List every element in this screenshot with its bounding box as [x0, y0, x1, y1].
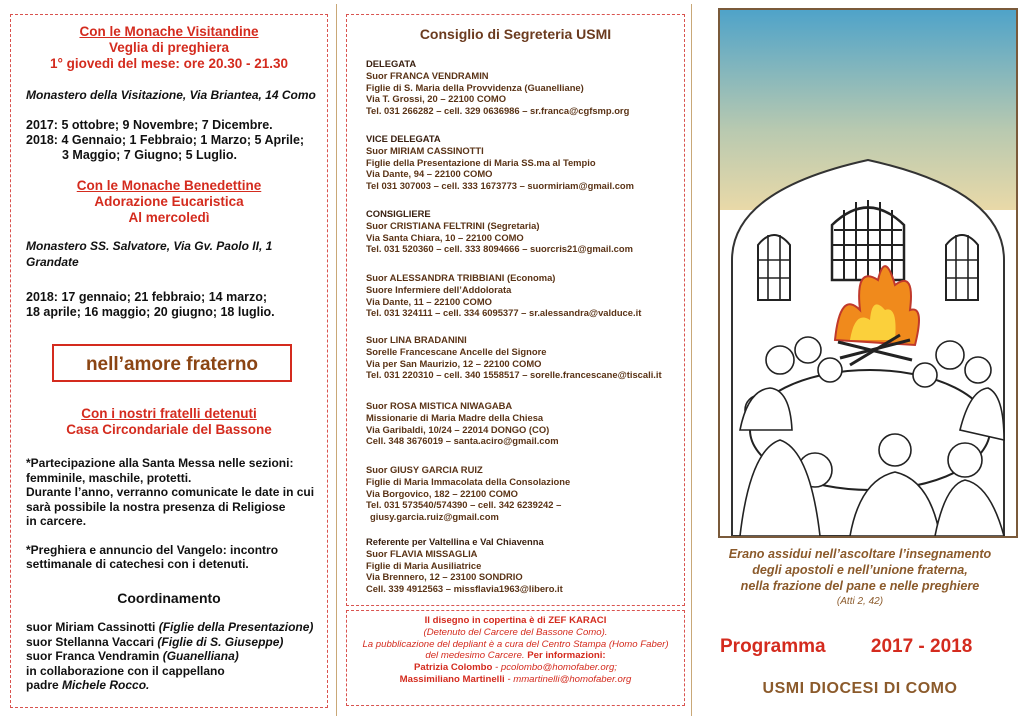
member-garcia-ruiz: Suor GIUSY GARCIA RUIZ Figlie di Maria Immacolata della Consolazione Via Borgovico, 182 – 22100 COMO Tel. 031 573540/574390 – cell. 342 6239242 – giusy.garcia.ruiz@gmail.com: [366, 464, 571, 523]
benedettine-header: [10, 178, 328, 226]
cover-illustration: [718, 8, 1018, 538]
panel-left: [10, 8, 328, 712]
credit-line: Il disegno in copertina è di ZEF KARACI: [424, 615, 607, 626]
panel-middle: [340, 8, 685, 712]
coord-item: padre Michele Rocco.: [26, 678, 150, 692]
detenuti-line: femminile, maschile, protetti.: [26, 470, 192, 485]
fold-line-1: [336, 4, 337, 716]
visitandine-header: [10, 24, 328, 72]
council-title: Consiglio di Segreteria USMI: [419, 26, 612, 42]
credits-box: [346, 610, 685, 706]
benedettine-title: Con le Monache Benedettine: [76, 178, 262, 193]
detenuti-line: sarà possibile la nostra presenza di Religiose: [26, 499, 286, 514]
fold-line-2: [691, 4, 692, 716]
visitandine-place: Monastero della Visitazione, Via Briantea, 14 Como: [26, 88, 316, 102]
program-label: Programma: [720, 636, 826, 657]
scripture-quote: [700, 546, 1020, 610]
detenuti-line: Durante l’anno, verranno comunicate le date in cui: [26, 485, 315, 499]
detenuti-title: Con i nostri fratelli detenuti: [81, 406, 257, 421]
credit-line: Massimiliano Martinelli - mmartinelli@homofaber.org: [399, 673, 632, 685]
benedettine-place-line2: Grandate: [26, 255, 79, 269]
fraternal-love-box: nell’amore fraterno: [52, 344, 292, 382]
coord-item: suor Franca Vendramin (Guanelliana): [26, 649, 239, 663]
visitandine-title: Con le Monache Visitandine: [79, 24, 259, 39]
coordinamento-title: Coordinamento: [117, 590, 221, 606]
member-niwagaba: Suor ROSA MISTICA NIWAGABA Missionarie di Maria Madre della Chiesa Via Garibaldi, 10/24 – 22014 DONGO (CO) Cell. 348 3676019 – santa.aciro@gmail.com: [366, 400, 559, 447]
member-consigliere: CONSIGLIERE Suor CRISTIANA FELTRINI (Segretaria) Via Santa Chiara, 10 – 22100 COMO Tel. 031 520360 – cell. 333 8094666 – suorcris21@gmail.com: [366, 208, 633, 255]
visitandine-dates-2018: 2018: 4 Gennaio; 1 Febbraio; 1 Marzo; 5 Aprile;: [26, 133, 305, 147]
visitandine-subtitle: Veglia di preghiera: [108, 40, 230, 55]
benedettine-place-line1: Monastero SS. Salvatore, Via Gv. Paolo II, 1: [26, 239, 273, 253]
member-vice-delegata: VICE DELEGATA Suor MIRIAM CASSINOTTI Figlie della Presentazione di Maria SS.ma al Tempio Via Dante, 94 – 22100 COMO Tel 031 307003 – cell. 333 1673773 – suormiriam@gmail.com: [366, 133, 634, 192]
member-economa: Suor ALESSANDRA TRIBBIANI (Economa) Suore Infermiere dell’Addolorata Via Dante, 11 – 22100 COMO Tel. 031 324111 – cell. 334 6095377 – sr.alessandra@valduce.it: [366, 272, 642, 319]
visitandine-dates-2018-cont: 3 Maggio; 7 Giugno; 5 Luglio.: [62, 148, 237, 162]
credit-line: La pubblicazione del depliant è a cura del Centro Stampa (Homo Faber): [362, 638, 669, 650]
quote-reference: (Atti 2, 42): [836, 596, 884, 607]
detenuti-line: *Partecipazione alla Santa Messa nelle sezioni:: [26, 456, 294, 470]
quote-line: degli apostoli e nell’unione fraterna,: [752, 563, 968, 577]
credit-line: del medesimo Carcere. Per informazioni:: [425, 650, 606, 662]
coord-item: suor Miriam Cassinotti (Figlie della Presentazione): [26, 620, 314, 634]
detenuti-line: in carcere.: [26, 514, 87, 528]
visitandine-dates: [26, 118, 304, 163]
detenuti-subtitle: Casa Circondariale del Bassone: [66, 422, 272, 437]
detenuti-line: *Preghiera e annuncio del Vangelo: incontro: [26, 542, 279, 557]
coord-item: suor Stellanna Vaccari (Figlie di S. Giuseppe): [26, 634, 284, 649]
fire-gathering-drawing: [720, 10, 1016, 536]
detenuti-line: settimanale di catechesi con i detenuti.: [26, 557, 249, 571]
benedettine-dates: [26, 290, 275, 320]
member-delegata: DELEGATA Suor FRANCA VENDRAMIN Figlie di S. Maria della Provvidenza (Guanelliane) Via T. Grossi, 20 – 22100 COMO Tel. 031 266282 – cell. 329 0636986 – sr.franca@cgfsmp.org: [366, 58, 630, 117]
member-missaglia: Referente per Valtellina e Val Chiavenna Suor FLAVIA MISSAGLIA Figlie di Maria Ausiliatrice Via Brennero, 12 – 23100 SONDRIO Cell. 339 4912563 – missflavia1963@libero.it: [366, 536, 563, 595]
benedettine-subtitle: Adorazione Eucaristica: [94, 194, 244, 209]
credit-line: (Detenuto del Carcere del Bassone Como).: [423, 626, 608, 638]
visitandine-time: 1° giovedì del mese: ore 20.30 - 21.30: [49, 56, 289, 71]
benedettine-day: Al mercoledì: [128, 210, 210, 225]
organization-name: USMI DIOCESI DI COMO: [762, 680, 958, 697]
panel-cover: [700, 8, 1020, 712]
program-heading: [720, 636, 1020, 658]
program-years: 2017 - 2018: [870, 636, 973, 657]
detenuti-header: [10, 406, 328, 438]
coordinamento-list: [26, 620, 313, 693]
quote-line: Erano assidui nell’ascoltare l’insegnamento: [728, 547, 992, 561]
benedettine-dates-line2: 18 aprile; 16 maggio; 20 giugno; 18 luglio.: [26, 305, 275, 319]
quote-line: nella frazione del pane e nelle preghiere: [740, 579, 980, 593]
benedettine-place: [26, 238, 272, 270]
coord-item: in collaborazione con il cappellano: [26, 663, 225, 678]
credit-line: Patrizia Colombo - pcolombo@homofaber.org;: [414, 662, 617, 674]
member-bradanini: Suor LINA BRADANINI Sorelle Francescane Ancelle del Signore Via per San Maurizio, 12 – 22100 COMO Tel. 031 220310 – cell. 340 1558517 – sorelle.francescane@tiscali.it: [366, 334, 662, 381]
visitandine-dates-2017: 2017: 5 ottobre; 9 Novembre; 7 Dicembre.: [26, 118, 273, 132]
benedettine-dates-line1: 2018: 17 gennaio; 21 febbraio; 14 marzo;: [26, 290, 268, 304]
detenuti-text: [26, 456, 322, 572]
